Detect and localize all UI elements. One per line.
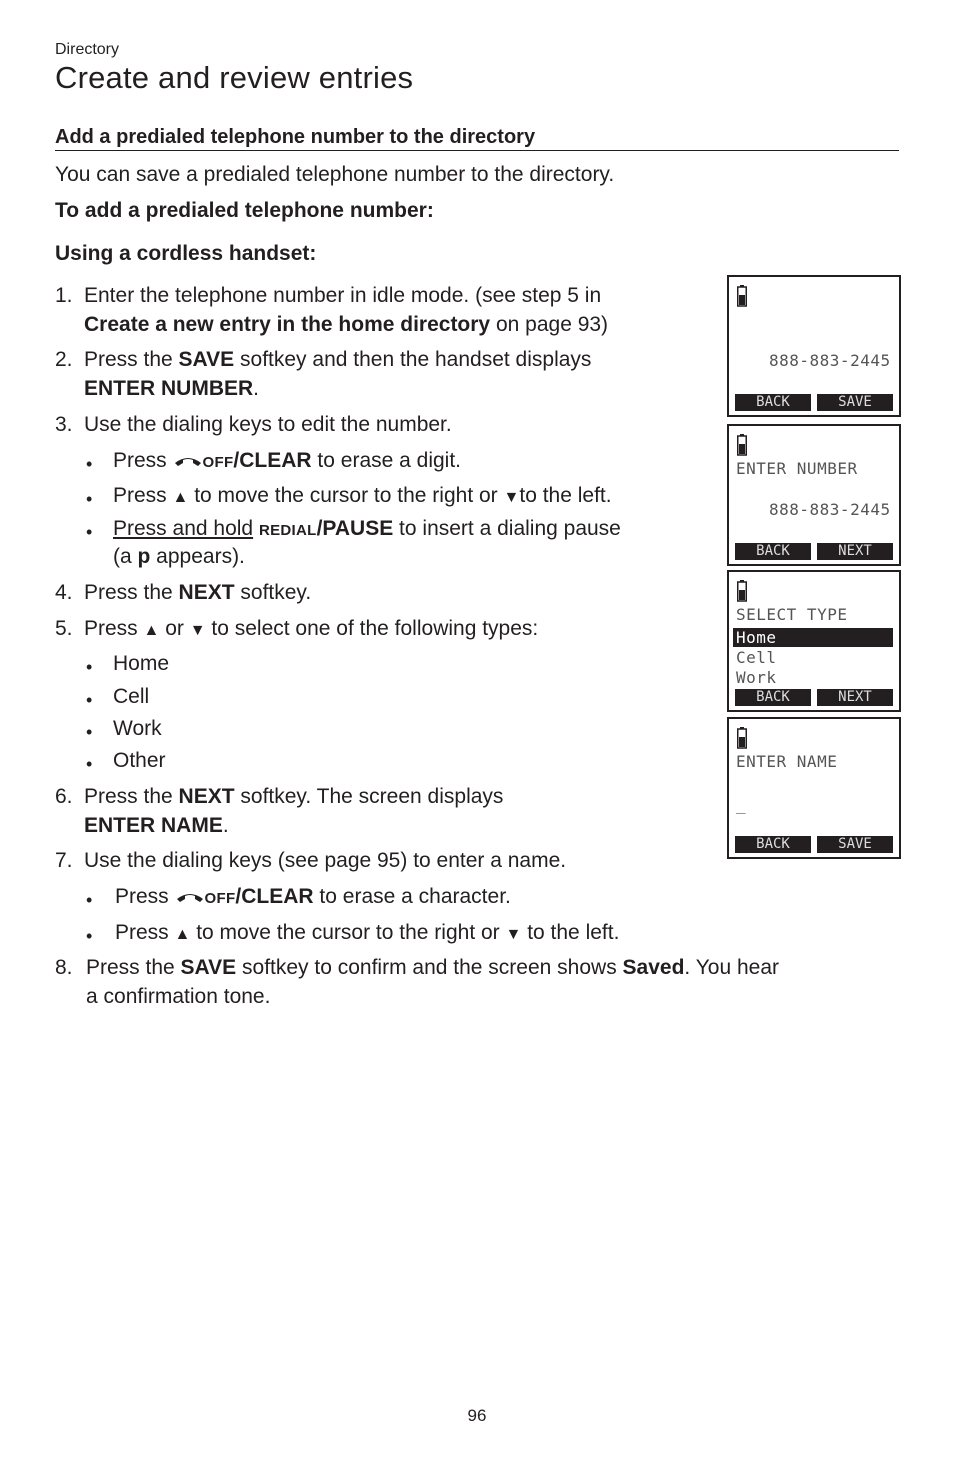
bullet-text bbox=[115, 882, 511, 913]
text: to insert a dialing pause bbox=[393, 517, 621, 540]
step-number: 4. bbox=[55, 581, 73, 604]
step-text-rest: on page 93) bbox=[490, 313, 609, 336]
text: to the left. bbox=[519, 484, 612, 507]
text: (a bbox=[113, 545, 138, 568]
bold-reference: Create a new entry in the home directory bbox=[84, 313, 491, 336]
softkey-save[interactable]: SAVE bbox=[817, 836, 893, 853]
step-text: Use the dialing keys (see page 95) to enter a name. bbox=[84, 849, 567, 872]
text-cursor: _ bbox=[736, 795, 747, 814]
softkey-next[interactable]: NEXT bbox=[817, 543, 893, 560]
bullet-text bbox=[115, 918, 619, 949]
softkey-bar bbox=[735, 836, 893, 853]
bullet: • bbox=[86, 690, 93, 710]
step-number: 3. bbox=[55, 413, 73, 436]
up-arrow-icon: ▲ bbox=[172, 489, 189, 506]
screen-name: ENTER NAME bbox=[84, 814, 223, 837]
text: to erase a digit. bbox=[311, 449, 462, 472]
underlined-text: Press and hold bbox=[113, 517, 254, 540]
page-title: Create and review entries bbox=[55, 60, 414, 95]
softkey-bar bbox=[735, 543, 893, 560]
type-option-selected[interactable]: Home bbox=[733, 628, 893, 647]
down-arrow-icon: ▼ bbox=[503, 489, 520, 506]
softkey-next[interactable]: NEXT bbox=[817, 689, 893, 706]
bullet: • bbox=[86, 522, 93, 542]
text: Press bbox=[115, 921, 175, 944]
softkey-next: NEXT bbox=[178, 785, 235, 808]
type-item: Other bbox=[113, 749, 166, 772]
text: to the left. bbox=[521, 921, 620, 944]
key-off: OFF bbox=[204, 890, 236, 907]
bullet-text bbox=[113, 481, 612, 512]
bullet: • bbox=[86, 722, 93, 742]
battery-icon bbox=[737, 580, 747, 602]
step-text-line2: a confirmation tone. bbox=[86, 985, 271, 1008]
bullet: • bbox=[86, 926, 93, 946]
bullet: • bbox=[86, 754, 93, 774]
key-clear: /CLEAR bbox=[235, 885, 314, 908]
screen-prompt: ENTER NAME bbox=[736, 752, 838, 771]
softkey-bar bbox=[735, 394, 893, 411]
text: softkey to confirm and the screen shows bbox=[236, 956, 623, 979]
text: Press bbox=[113, 484, 173, 507]
screen-prompt: ENTER NUMBER bbox=[736, 459, 858, 478]
softkey-back[interactable]: BACK bbox=[735, 689, 811, 706]
text: to move the cursor to the right or bbox=[190, 921, 506, 944]
section-label: Directory bbox=[55, 41, 120, 58]
type-item: Cell bbox=[113, 685, 150, 708]
bullet-text-line2 bbox=[113, 542, 245, 571]
step-text: Use the dialing keys to edit the number. bbox=[84, 413, 452, 436]
type-item: Home bbox=[113, 652, 170, 675]
bullet: • bbox=[86, 454, 93, 474]
text: Press bbox=[113, 449, 173, 472]
softkey-next: NEXT bbox=[178, 581, 235, 604]
saved-label: Saved bbox=[622, 956, 685, 979]
screen-prompt: SELECT TYPE bbox=[736, 605, 848, 624]
text: appears). bbox=[150, 545, 245, 568]
text: Press bbox=[115, 885, 175, 908]
battery-icon bbox=[737, 285, 747, 307]
text: softkey. bbox=[234, 581, 312, 604]
type-option[interactable]: Work bbox=[736, 668, 777, 687]
softkey-back[interactable]: BACK bbox=[735, 394, 811, 411]
page-number: 96 bbox=[467, 1406, 487, 1425]
subheading-add: To add a predialed telephone number: bbox=[55, 199, 434, 222]
softkey-back[interactable]: BACK bbox=[735, 836, 811, 853]
softkey-bar bbox=[735, 689, 893, 706]
step-text bbox=[84, 782, 503, 811]
step-text: Enter the telephone number in idle mode. (see step 5 in bbox=[84, 284, 602, 307]
section-heading: Add a predialed telephone number to the directory bbox=[55, 126, 899, 151]
key-redial: REDIAL bbox=[258, 522, 317, 539]
bullet: • bbox=[86, 489, 93, 509]
down-arrow-icon: ▼ bbox=[505, 926, 522, 943]
bullet: • bbox=[86, 657, 93, 677]
softkey-save: SAVE bbox=[180, 956, 237, 979]
pause-symbol: p bbox=[137, 545, 151, 568]
handset-screen-4 bbox=[727, 717, 901, 859]
text: to move the cursor to the right or bbox=[188, 484, 504, 507]
screen-number: 888-883-2445 bbox=[769, 351, 891, 370]
up-arrow-icon: ▲ bbox=[143, 622, 160, 639]
softkey-back[interactable]: BACK bbox=[735, 543, 811, 560]
key-clear: /CLEAR bbox=[233, 449, 312, 472]
text: Press the bbox=[86, 956, 181, 979]
text: . bbox=[253, 377, 260, 400]
text: . bbox=[222, 814, 229, 837]
bullet-text bbox=[113, 446, 461, 477]
phone-off-icon bbox=[173, 454, 203, 468]
text: or bbox=[159, 617, 190, 640]
screen-name: ENTER NUMBER bbox=[84, 377, 254, 400]
softkey-save: SAVE bbox=[178, 348, 235, 371]
type-item: Work bbox=[113, 717, 162, 740]
screen-number: 888-883-2445 bbox=[769, 500, 891, 519]
down-arrow-icon: ▼ bbox=[189, 622, 206, 639]
step-number: 5. bbox=[55, 617, 73, 640]
step-text bbox=[84, 345, 591, 374]
text: . You hear bbox=[684, 956, 780, 979]
handset-screen-1 bbox=[727, 275, 901, 417]
softkey-save[interactable]: SAVE bbox=[817, 394, 893, 411]
text: to erase a character. bbox=[313, 885, 511, 908]
step-text bbox=[84, 614, 538, 645]
bullet-text bbox=[113, 514, 621, 545]
text: Press the bbox=[84, 581, 179, 604]
key-pause: /PAUSE bbox=[316, 517, 394, 540]
subheading-handset: Using a cordless handset: bbox=[55, 242, 317, 265]
key-off: OFF bbox=[202, 454, 234, 471]
text: Press the bbox=[84, 348, 179, 371]
text: to select one of the following types: bbox=[205, 617, 539, 640]
battery-icon bbox=[737, 434, 747, 456]
step-number: 7. bbox=[55, 849, 73, 872]
intro-text: You can save a predialed telephone number to the directory. bbox=[55, 163, 615, 186]
step-text-line2 bbox=[84, 374, 259, 403]
phone-off-icon bbox=[175, 890, 205, 904]
text: softkey and then the handset displays bbox=[234, 348, 592, 371]
step-text-line2 bbox=[84, 811, 229, 840]
handset-screen-2 bbox=[727, 424, 901, 566]
text: Press bbox=[84, 617, 144, 640]
bullet: • bbox=[86, 890, 93, 910]
step-number: 8. bbox=[55, 956, 73, 979]
up-arrow-icon: ▲ bbox=[174, 926, 191, 943]
step-number: 6. bbox=[55, 785, 73, 808]
step-number: 2. bbox=[55, 348, 73, 371]
step-text bbox=[84, 578, 311, 607]
step-number: 1. bbox=[55, 284, 73, 307]
type-option[interactable]: Cell bbox=[736, 648, 777, 667]
step-text-line2 bbox=[84, 310, 608, 339]
text: softkey. The screen displays bbox=[234, 785, 504, 808]
battery-icon bbox=[737, 727, 747, 749]
step-text bbox=[86, 953, 779, 982]
text: Press the bbox=[84, 785, 179, 808]
handset-screen-3 bbox=[727, 570, 901, 712]
